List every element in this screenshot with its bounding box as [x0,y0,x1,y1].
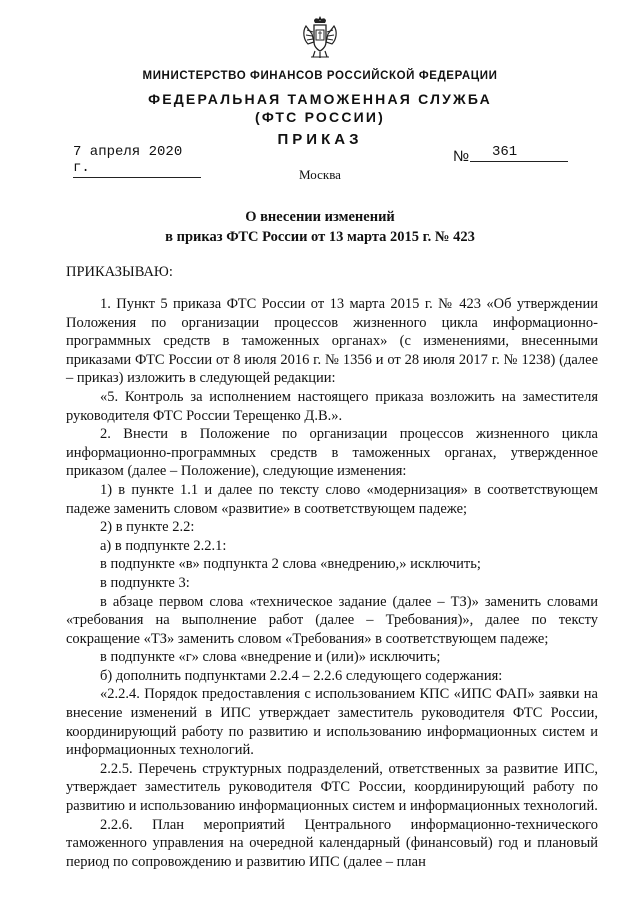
service-name: ФЕДЕРАЛЬНАЯ ТАМОЖЕННАЯ СЛУЖБА [148,91,492,107]
paragraph: «2.2.4. Порядок предоставления с использованием КПС «ИПС ФАП» заявки на внесение изменений в ИПС утверждает заместитель руководителя ФТС России, координирующий работу по развитию и использованию информационных систем и информационных технологий. [66,686,598,759]
paragraph: б) дополнить подпунктами 2.2.4 – 2.2.6 следующего содержания: [100,667,503,684]
paragraph: в подпункте «г» слова «внедрение и (или)» исключить; [100,649,441,666]
paragraph: в подпункте 3: [100,574,190,591]
coat-of-arms-icon [300,12,340,62]
paragraph: 2.2.6. План мероприятий Центрального информационно-технического таможенного управления на очередной календарный (финансовый) год и плановый период по сопровождению и развитию ИПС (далее – план [66,816,598,870]
order-word: ПРИКАЗЫВАЮ: [66,264,173,280]
paragraph: в подпункте «в» подпункта 2 слова «внедрению,» исключить; [100,556,481,573]
document-date: 7 апреля 2020 г. [73,144,201,178]
document-body [66,295,598,871]
paragraph: в абзаце первом слова «техническое задание (далее – ТЗ)» заменить словами «требования на выполнение работ (далее – Требования)», далее по тексту сокращение «ТЗ» заменить словом «Требования» в соответствующем падеже; [66,593,598,647]
service-short-name: (ФТС РОССИИ) [254,109,386,125]
document-city: Москва [299,167,341,182]
paragraph: «5. Контроль за исполнением настоящего приказа возложить на заместителя руководителя ФТС России Терещенко Д.В.». [66,388,598,424]
paragraph: 2. Внести в Положение по организации процессов жизненного цикла информационно-программных средств в таможенных органах, утвержденное приказом (далее – Положение), следующие изменения: [66,426,598,480]
document-type: ПРИКАЗ [277,131,363,148]
paragraph: а) в подпункте 2.2.1: [100,537,227,554]
document-title-line-2: в приказ ФТС России от 13 марта 2015 г. № 423 [165,229,475,245]
paragraph: 2) в пункте 2.2: [100,519,195,536]
number-sign: № [453,148,470,165]
document-title-line-1: О внесении изменений [245,209,395,225]
ministry-name: МИНИСТЕРСТВО ФИНАНСОВ РОССИЙСКОЙ ФЕДЕРАЦИИ [142,70,498,82]
paragraph: 1) в пункте 1.1 и далее по тексту слово «модернизация» в соответствующем падеже заменить словом «развитие» в соответствующем падеже; [66,481,598,517]
document-number: 361 [470,144,568,162]
paragraph: 1. Пункт 5 приказа ФТС России от 13 марта 2015 г. № 423 «Об утверждении Положения по организации процессов жизненного цикла информационно-программных средств в таможенных органах» (с изменениями, внесенными приказами ФТС России от 8 июля 2016 г. № 1356 и от 28 июля 2017 г. № 1238) (далее – приказ) изложить в следующей редакции: [66,296,598,387]
paragraph: 2.2.5. Перечень структурных подразделений, ответственных за развитие ИПС, утверждает заместитель руководителя ФТС России, координирующий работу по развитию и использованию информационных систем и информационных технологий. [66,760,598,815]
